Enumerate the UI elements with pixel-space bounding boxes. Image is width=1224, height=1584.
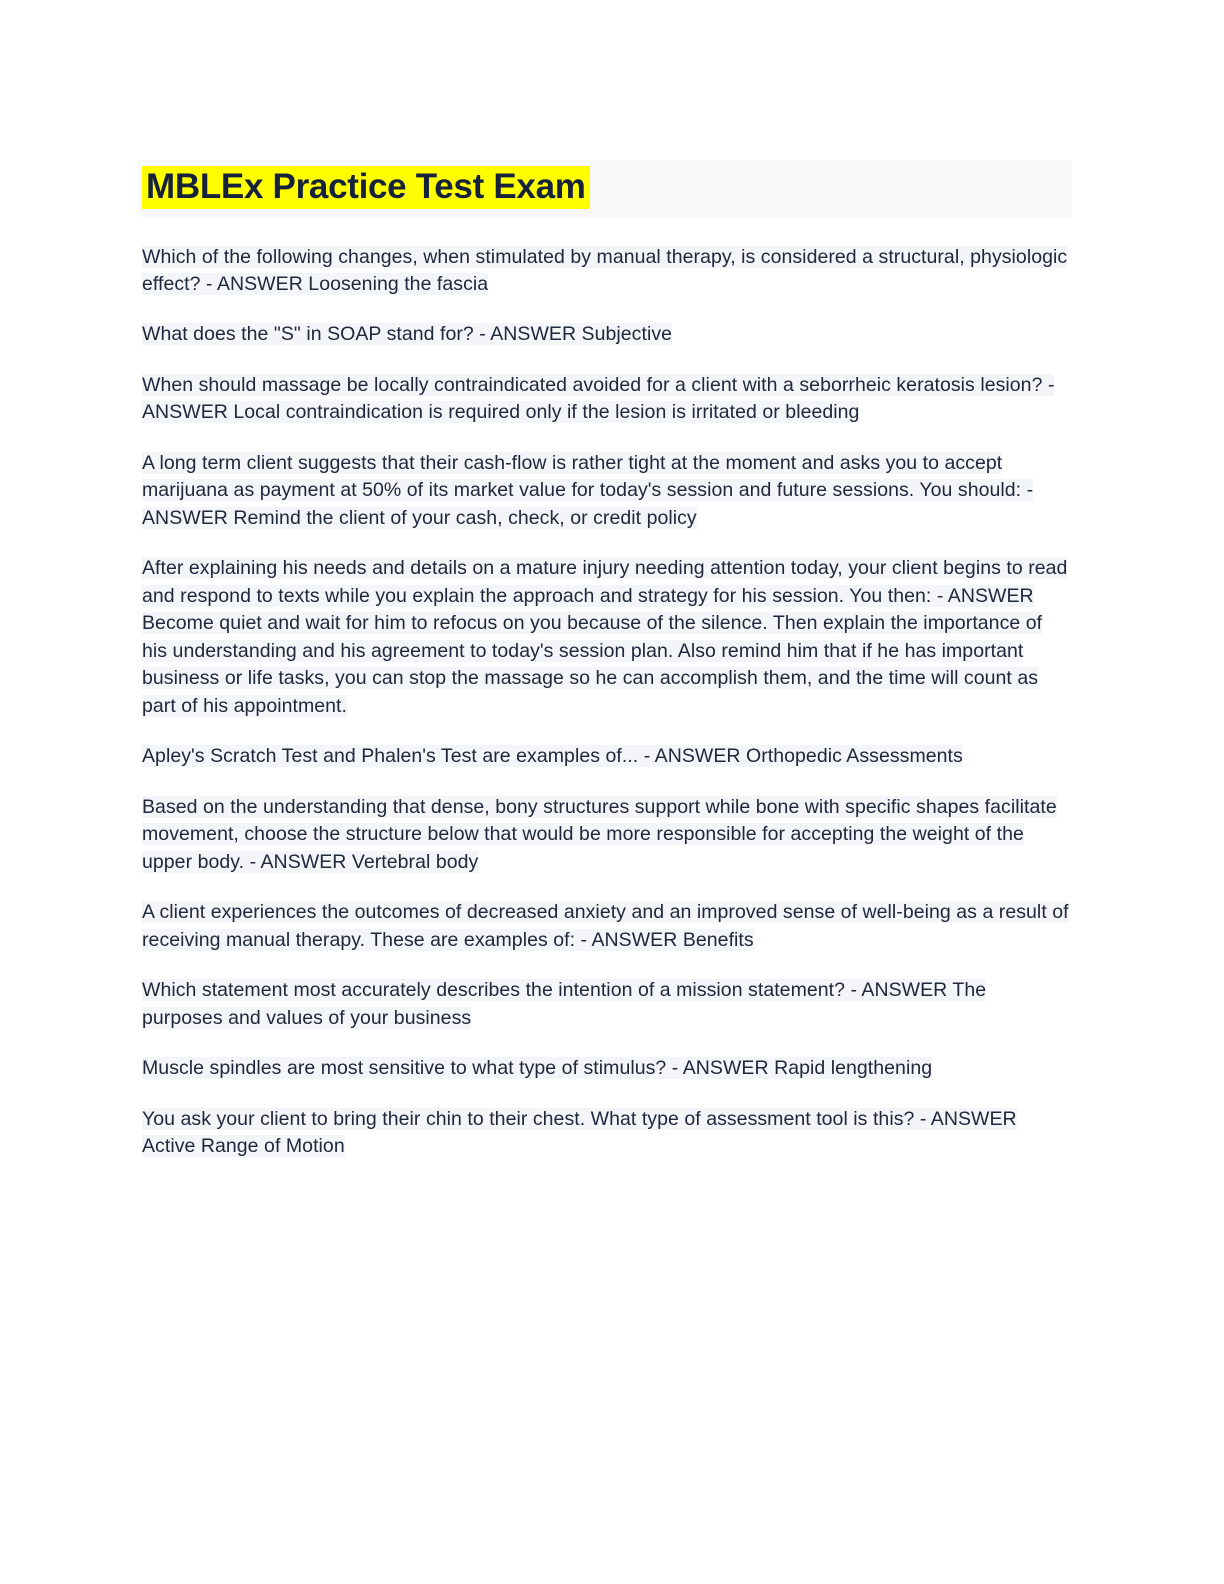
question-paragraph-2 [142,321,1072,348]
question-paragraph-8 [142,899,1072,954]
question-paragraph-9 [142,977,1072,1032]
question-paragraph-4 [142,450,1072,532]
question-paragraph-11 [142,1106,1072,1161]
question-text-1: Which of the following changes, when stimulated by manual therapy, is considered a structural, physiologic effect? - ANSWER Loosening the fascia [142,245,1068,295]
title-block [138,160,1072,217]
question-text-4: A long term client suggests that their cash-flow is rather tight at the moment and asks you to accept marijuana as payment at 50% of its market value for today's session and future sessions. You should: - ANSWER Remind the client of your cash, check, or credit policy [142,451,1034,529]
question-paragraph-7 [142,794,1072,876]
question-text-6: Apley's Scratch Test and Phalen's Test are examples of... - ANSWER Orthopedic Assessments [142,745,963,768]
question-paragraph-6 [142,743,1072,770]
document-body [142,160,1072,1180]
question-text-10: Muscle spindles are most sensitive to what type of stimulus? - ANSWER Rapid lengthening [142,1057,933,1080]
question-text-5: After explaining his needs and details on a mature injury needing attention today, your client begins to read and respond to texts while you explain the approach and strategy for his session. You then: - ANSWER Become quiet and wait for him to refocus on you because of the silence. Then explain the importance of his understanding and his agreement to today's session plan. Also remind him that if he has important business or life tasks, you can stop the massage so he can accomplish them, and the time will count as part of his appointment. [142,557,1068,717]
question-text-9: Which statement most accurately describes the intention of a mission statement? - ANSWER The purposes and values of your business [142,979,987,1029]
question-text-7: Based on the understanding that dense, bony structures support while bone with specific shapes facilitate movement, choose the structure below that would be more responsible for accepting the weight of the upper body. - ANSWER Vertebral body [142,795,1057,873]
page-title: MBLEx Practice Test Exam [142,166,590,209]
question-text-3: When should massage be locally contraindicated avoided for a client with a seborrheic keratosis lesion? - ANSWER Local contraindication is required only if the lesion is irritated or bleeding [142,373,1055,424]
question-text-2: What does the "S" in SOAP stand for? - ANSWER Subjective [142,323,673,346]
question-paragraph-5 [142,555,1072,720]
question-paragraph-1 [142,244,1072,299]
question-paragraph-3 [142,372,1072,427]
question-text-11: You ask your client to bring their chin to their chest. What type of assessment tool is this? - ANSWER Active Range of Motion [142,1107,1017,1158]
question-paragraph-10 [142,1055,1072,1082]
question-text-8: A client experiences the outcomes of decreased anxiety and an improved sense of well-being as a result of receiving manual therapy. These are examples of: - ANSWER Benefits [142,901,1069,951]
